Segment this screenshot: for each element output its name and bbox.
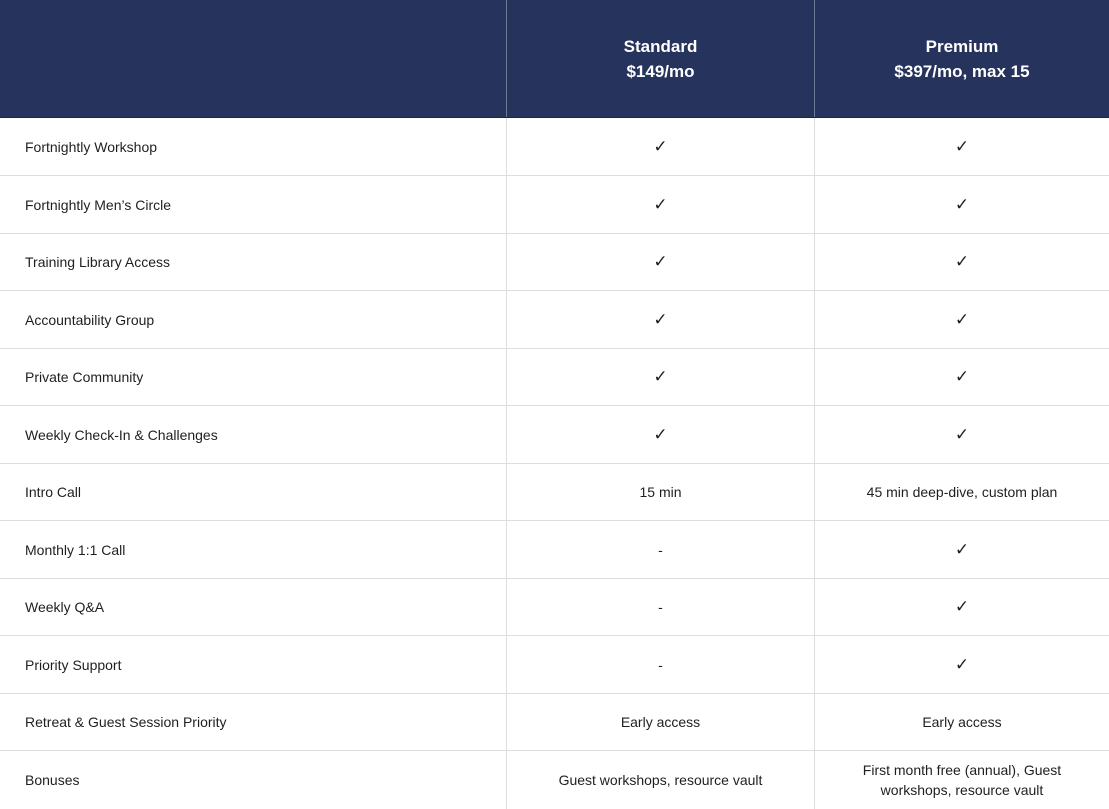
table-row: [0, 234, 1109, 291]
premium-value: First month free (annual), Guest workshops, resource vault: [814, 751, 1109, 809]
premium-value: [814, 349, 1109, 405]
dash-mark: -: [658, 656, 663, 673]
standard-value: [506, 349, 814, 405]
check-icon: ✓: [954, 194, 970, 215]
table-row: [0, 406, 1109, 464]
check-icon: ✓: [653, 367, 668, 387]
feature-label: Fortnightly Workshop: [25, 138, 158, 155]
standard-value: [506, 521, 814, 578]
standard-value: [506, 118, 814, 175]
table-row: [0, 464, 1109, 521]
feature-label: Fortnightly Men’s Circle: [25, 196, 172, 213]
feature-label: Monthly 1:1 Call: [25, 541, 126, 558]
table-row: [0, 579, 1109, 636]
feature-label: Priority Support: [25, 656, 122, 673]
header-feature-column: [0, 0, 506, 117]
premium-value: 45 min deep-dive, custom plan: [814, 464, 1109, 520]
premium-value: [814, 636, 1109, 693]
standard-value: [506, 406, 814, 463]
check-icon: ✓: [653, 194, 668, 215]
table-row: [0, 751, 1109, 809]
check-icon: ✓: [954, 539, 970, 560]
table-row: [0, 636, 1109, 694]
check-icon: ✓: [954, 252, 970, 272]
standard-value: Early access: [506, 694, 814, 750]
check-icon: ✓: [954, 424, 970, 445]
feature-label: Retreat & Guest Session Priority: [25, 714, 227, 730]
table-row: [0, 694, 1109, 751]
table-row: [0, 176, 1109, 234]
table-row: [0, 521, 1109, 579]
standard-value: [506, 636, 814, 693]
feature-label: Private Community: [25, 369, 144, 385]
check-icon: ✓: [653, 424, 668, 445]
standard-value: 15 min: [506, 464, 814, 520]
premium-value: Early access: [814, 694, 1109, 750]
standard-value: [506, 176, 814, 233]
check-icon: ✓: [954, 136, 970, 157]
premium-value: [814, 406, 1109, 463]
premium-value: [814, 579, 1109, 635]
check-icon: ✓: [954, 367, 970, 387]
check-icon: ✓: [653, 309, 668, 330]
feature-label: Weekly Q&A: [25, 599, 105, 615]
premium-value: [814, 521, 1109, 578]
standard-value: Guest workshops, resource vault: [506, 751, 814, 809]
feature-label: Training Library Access: [25, 254, 170, 270]
dash-mark: -: [658, 599, 663, 615]
table-row: [0, 118, 1109, 176]
premium-value: [814, 176, 1109, 233]
premium-value: [814, 291, 1109, 348]
feature-label: Weekly Check-In & Challenges: [25, 426, 218, 443]
check-icon: ✓: [653, 136, 668, 157]
table-header: [0, 0, 1109, 118]
check-icon: ✓: [954, 654, 970, 675]
check-icon: ✓: [954, 597, 970, 617]
feature-label: Accountability Group: [25, 311, 155, 328]
premium-plan-price: $397/mo, max 15: [894, 61, 1030, 81]
standard-plan-name: Standard: [623, 36, 698, 56]
premium-value: [814, 234, 1109, 290]
standard-value: [506, 291, 814, 348]
header-standard-plan: [506, 0, 814, 117]
standard-value: [506, 234, 814, 290]
dash-mark: -: [658, 541, 663, 558]
feature-label: Intro Call: [25, 484, 82, 500]
table-row: [0, 291, 1109, 349]
check-icon: ✓: [653, 252, 668, 272]
feature-label: Bonuses: [25, 772, 80, 788]
table-row: [0, 349, 1109, 406]
standard-plan-price: $149/mo: [626, 61, 695, 81]
premium-value: [814, 118, 1109, 175]
check-icon: ✓: [954, 309, 970, 330]
premium-plan-name: Premium: [925, 36, 999, 56]
header-premium-plan: [814, 0, 1109, 117]
standard-value: [506, 579, 814, 635]
